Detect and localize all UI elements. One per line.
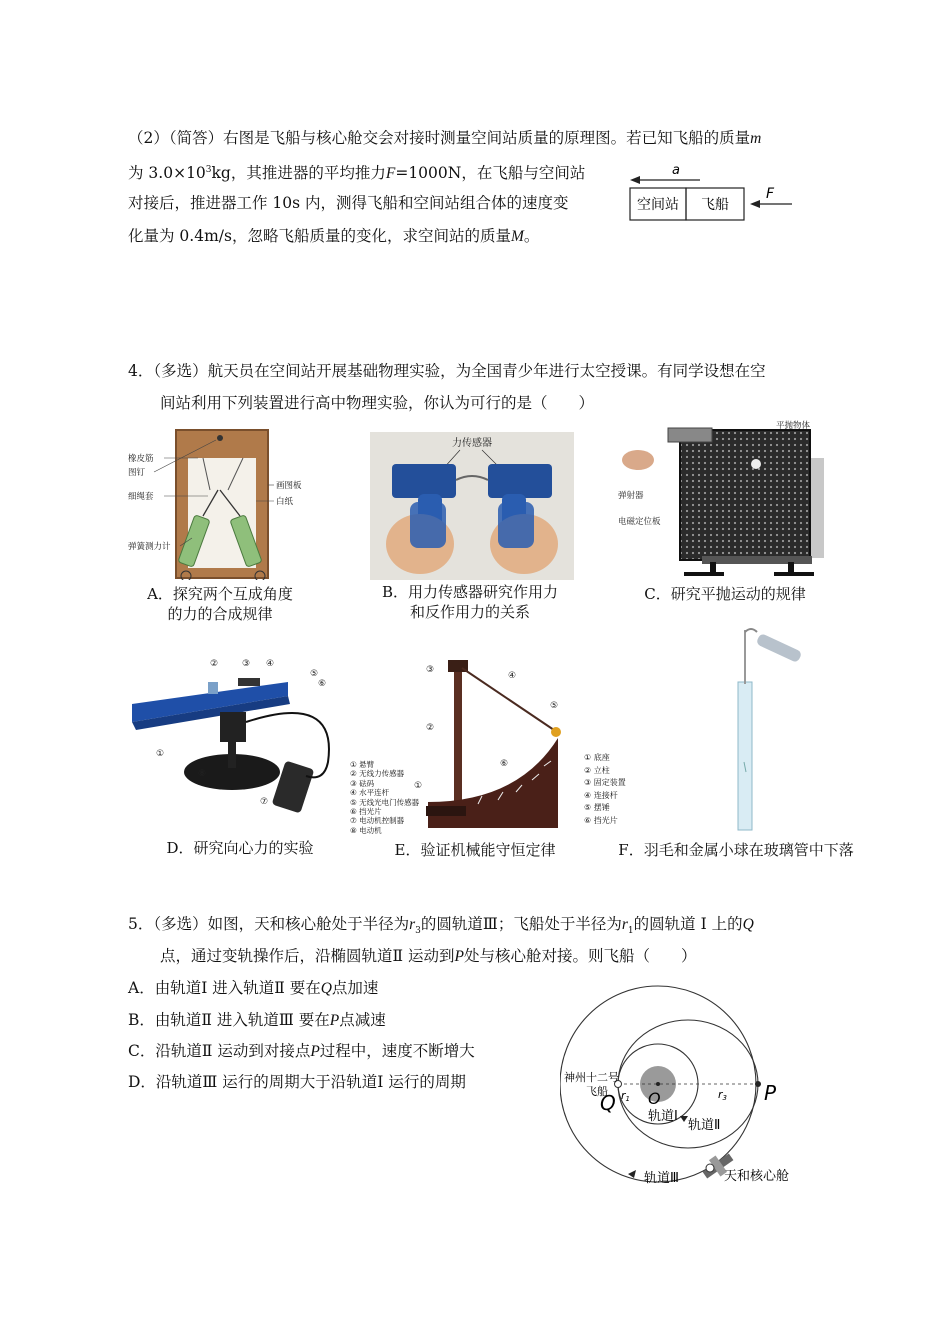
ship-label-2: 飞船 — [586, 1085, 608, 1098]
d-num-8: ⑧ — [198, 769, 207, 779]
label-r3-sub: 3 — [722, 1094, 727, 1102]
legend-e-4: ④ 连接杆 — [584, 790, 618, 800]
q5-line2-b: 处与核心舱对接。则飞船（ ） — [463, 947, 697, 965]
caption-f: F．羽毛和金属小球在玻璃管中下落 — [618, 841, 854, 859]
label-spring-scale: 弹簧测力计 — [128, 542, 171, 552]
label-Q: Q — [600, 1091, 616, 1115]
q3-2-line4-end: 。 — [523, 227, 540, 245]
force-arrow-head — [750, 200, 760, 208]
d-num-4: ④ — [266, 659, 275, 669]
q5-option-c[interactable] — [128, 1041, 475, 1062]
caption-a-line2: 的力的合成规律 — [167, 605, 273, 623]
label-r3: r — [718, 1088, 723, 1101]
ship-box-label: 飞船 — [701, 197, 729, 213]
q5-line1-a: 5．（多选）如图，天和核心舱处于半径为 — [128, 915, 410, 933]
label-pin: 图钉 — [128, 468, 146, 478]
q3-2-line2-c: =1000N，在飞船与空间站 — [395, 164, 586, 183]
svg-text:r1 — [621, 1089, 630, 1103]
label-rubber-band: 橡皮筋 — [128, 454, 154, 464]
figure-f-vacuum-tube — [720, 622, 810, 832]
e-num-3: ③ — [426, 665, 435, 675]
q5-option-b[interactable] — [128, 1010, 386, 1031]
var-m: m — [750, 130, 762, 147]
ship-label-1: 神州十二号 — [564, 1071, 619, 1084]
q5-option-c-text: C．沿轨道Ⅱ 运动到对接点 — [128, 1042, 311, 1060]
legend-d-6: ⑥ 挡光片 — [350, 807, 382, 817]
e-num-4: ④ — [508, 671, 517, 681]
q5-option-a-end: 点加速 — [331, 979, 379, 997]
q3-2-line3: 对接后，推进器工作 10s 内，测得飞船和空间站组合体的速度变 — [128, 194, 569, 212]
label-r1: r — [621, 1089, 626, 1102]
label-O: O — [648, 1089, 661, 1108]
e-num-5: ⑤ — [550, 701, 559, 711]
label-string-loop: 细绳套 — [128, 492, 154, 502]
label-catch-slot: 接球槽 — [744, 571, 770, 580]
legend-e-6: ⑥ 挡光片 — [584, 815, 618, 825]
caption-b-line1: B．用力传感器研究作用力 — [381, 583, 559, 601]
point-P — [755, 1081, 761, 1087]
accel-arrow-head — [630, 176, 640, 184]
q3-2-line4 — [128, 226, 539, 247]
figure-b-force-sensors — [370, 432, 574, 580]
q5-option-d[interactable]: D．沿轨道Ⅲ 运行的周期大于沿轨道Ⅰ 运行的周期 — [128, 1073, 466, 1091]
accel-label: a — [672, 163, 680, 178]
label-white-paper: 白纸 — [276, 497, 294, 507]
label-force-sensor: 力传感器 — [452, 438, 492, 449]
q5-option-a-text: A．由轨道Ⅰ 进入轨道Ⅱ 要在 — [128, 979, 321, 997]
force-label: F — [766, 186, 775, 202]
q5-option-a-Q: Q — [320, 980, 332, 997]
caption-a-line1: A．探究两个互成角度 — [147, 585, 293, 603]
e-num-6: ⑥ — [500, 759, 509, 769]
legend-d-7: ⑦ 电动机控制器 — [350, 816, 405, 826]
legend-e-3: ③ 固定装置 — [584, 778, 626, 787]
q3-2-line1-text: （2）（简答）右图是飞船与核心舱交会对接时测量空间站质量的原理图。若已知飞船的质量 — [128, 129, 751, 147]
station-box-label: 空间站 — [637, 197, 679, 213]
q5-r3-sub: 3 — [415, 926, 421, 937]
caption-d: D．研究向心力的实验 — [166, 839, 314, 857]
q4-line2: 间站利用下列装置进行高中物理实验，你认为可行的是（ ） — [160, 394, 595, 412]
figure-e-pendulum-apparatus — [408, 652, 578, 832]
d-num-1: ① — [156, 749, 165, 759]
orbit-diagram — [560, 984, 810, 1194]
legend-d-8: ⑧ 电动机 — [350, 825, 382, 835]
label-orbit-1: 轨道Ⅰ — [648, 1109, 678, 1124]
legend-e — [584, 752, 626, 827]
label-em-board: 电磁定位板 — [618, 517, 661, 527]
figure-c-projectile-board — [618, 418, 830, 580]
d-num-6: ⑥ — [318, 679, 327, 689]
d-num-7: ⑦ — [260, 797, 269, 807]
caption-b — [360, 582, 580, 622]
q5-option-c-P: P — [310, 1043, 320, 1060]
q3-2-line1 — [128, 128, 761, 149]
label-core-module: 天和核心舱 — [724, 1169, 790, 1184]
q5-option-b-end: 点减速 — [339, 1011, 386, 1029]
q5-option-b-text: B．由轨道Ⅱ 进入轨道Ⅲ 要在 — [128, 1011, 330, 1029]
legend-e-1: ① 底座 — [584, 753, 610, 762]
legend-d-2: ② 无线力传感器 — [350, 769, 405, 779]
label-projectile: 平抛物体 — [776, 421, 811, 431]
var-F: F — [385, 165, 396, 183]
figure-a-force-board — [128, 428, 308, 580]
legend-e-2: ② 立柱 — [584, 765, 610, 775]
q5-option-a[interactable] — [128, 978, 378, 999]
label-r1-sub: 1 — [625, 1095, 630, 1103]
q3-2-line4-text: 化量为 0.4m/s，忽略飞船质量的变化，求空间站的质量 — [128, 227, 511, 245]
q5-line1-b: 的圆轨道Ⅲ；飞船处于半径为 — [420, 915, 622, 933]
caption-e: E．验证机械能守恒定律 — [394, 841, 556, 859]
d-num-5: ⑤ — [310, 669, 319, 679]
figure-d-centripetal-apparatus — [128, 652, 350, 830]
label-drawing-board: 画图板 — [276, 481, 302, 491]
q3-2-line2-b: kg，其推进器的平均推力 — [211, 164, 386, 183]
q5-line2 — [160, 946, 696, 967]
legend-d-4: ④ 水平连杆 — [350, 788, 390, 798]
q5-r1: r — [621, 916, 628, 933]
station-ship-diagram — [620, 158, 810, 230]
label-orbit-2: 轨道Ⅱ — [688, 1118, 721, 1133]
q5-option-b-P: P — [329, 1012, 340, 1029]
label-launcher: 弹射器 — [618, 491, 644, 501]
q3-2-exp: 3 — [205, 165, 212, 175]
caption-c: C．研究平抛运动的规律 — [644, 585, 806, 603]
d-num-2: ② — [210, 659, 219, 669]
q3-2-line2 — [128, 160, 585, 184]
legend-d-5: ⑤ 无线光电门传感器 — [350, 797, 420, 807]
q5-P: P — [454, 948, 464, 965]
legend-d-1: ① 悬臂 — [350, 760, 375, 769]
svg-text:r3 — [718, 1088, 727, 1102]
label-P: P — [764, 1081, 777, 1105]
q5-option-c-end: 过程中，速度不断增大 — [319, 1042, 475, 1060]
label-orbit-3: 轨道Ⅲ — [644, 1171, 679, 1186]
q5-line1 — [128, 914, 754, 941]
legend-d-3: ③ 砝码 — [350, 778, 375, 788]
e-num-2: ② — [426, 723, 435, 733]
q3-2-line2-a: 为 3.0×10 — [128, 164, 206, 183]
e-num-1: ① — [414, 781, 423, 791]
q5-r3: r — [409, 916, 416, 933]
q4-line1: 4．（多选）航天员在空间站开展基础物理实验，为全国青少年进行太空授课。有同学设想在空 — [128, 362, 766, 380]
q5-r1-sub: 1 — [627, 926, 634, 937]
caption-b-line2: 和反作用力的关系 — [409, 603, 530, 621]
var-M: M — [510, 228, 524, 245]
q5-line2-a: 点，通过变轨操作后，沿椭圆轨道Ⅱ 运动到 — [160, 947, 455, 965]
q5-line1-c: 的圆轨道 I 上的 — [633, 915, 743, 933]
caption-a — [120, 584, 320, 624]
legend-e-5: ⑤ 摆锤 — [584, 803, 610, 812]
d-num-3: ③ — [242, 659, 251, 669]
q5-Q: Q — [742, 916, 754, 933]
